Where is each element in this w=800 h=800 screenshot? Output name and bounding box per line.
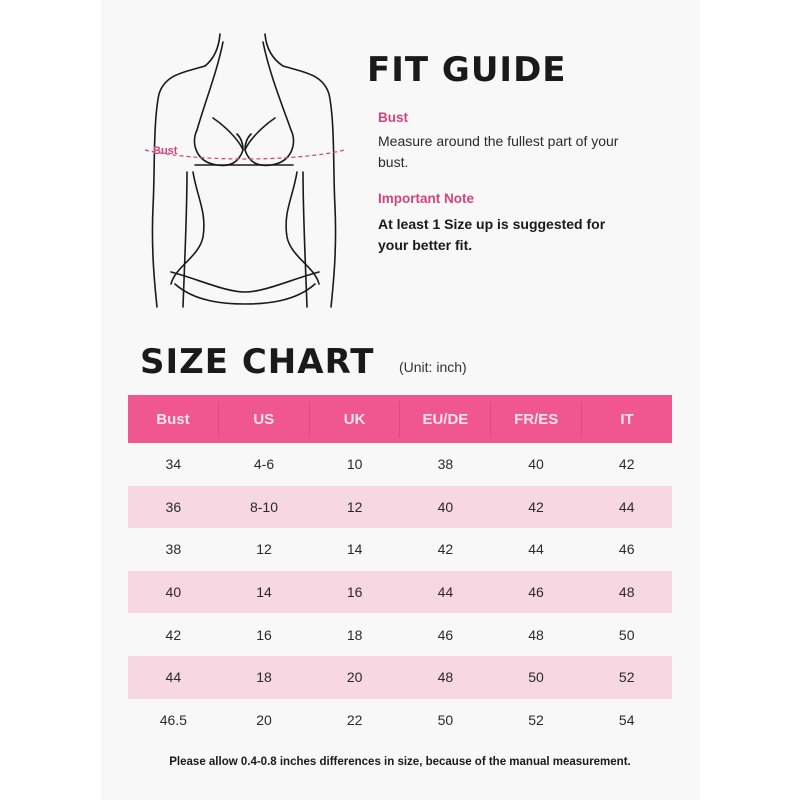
table-row: [128, 613, 672, 656]
measurement-disclaimer: Please allow 0.4-0.8 inches differences in size, because of the manual measurement.: [169, 756, 631, 768]
table-row: [128, 571, 672, 614]
table-cell: 46: [437, 626, 454, 643]
table-cell: 36: [165, 498, 182, 515]
important-note-heading: Important Note: [378, 191, 474, 206]
size-chart-table: [128, 395, 672, 741]
table-cell: 50: [528, 669, 544, 686]
table-cell: 40: [437, 498, 454, 515]
table-cell: 42: [528, 498, 544, 515]
table-cell: 44: [618, 498, 635, 515]
table-cell: 34: [165, 456, 182, 473]
table-cell: 42: [618, 456, 635, 473]
table-cell: 42: [437, 541, 454, 558]
size-chart-unit: (Unit: inch): [399, 359, 467, 375]
header-cell: US: [219, 401, 310, 437]
header-cell: UK: [310, 401, 401, 437]
table-cell: 48: [528, 626, 544, 643]
bust-description: Measure around the fullest part of your bust.: [378, 133, 619, 170]
table-cell: 38: [165, 541, 182, 558]
table-cell: 42: [165, 626, 182, 643]
table-cell: 40: [528, 456, 544, 473]
header-cell: Bust: [128, 401, 219, 437]
table-cell: 52: [528, 711, 544, 728]
table-cell: 44: [437, 584, 454, 601]
table-cell: 14: [346, 541, 363, 558]
important-note-text: At least 1 Size up is suggested for your better fit.: [378, 216, 606, 253]
fit-guide-title: FIT GUIDE: [367, 50, 567, 90]
table-row: [128, 699, 672, 742]
table-cell: 48: [437, 669, 454, 686]
table-cell: 20: [346, 669, 363, 686]
table-cell: 20: [256, 711, 272, 728]
table-cell: 22: [346, 711, 363, 728]
table-cell: 16: [256, 626, 272, 643]
table-cell: 10: [346, 456, 363, 473]
header-cell: IT: [620, 410, 634, 428]
table-cell: 16: [346, 584, 363, 601]
header-cell: EU/DE: [400, 401, 491, 437]
table-cell: 12: [256, 541, 272, 558]
table-row: [128, 486, 672, 529]
table-cell: 50: [437, 711, 454, 728]
table-cell: 54: [618, 711, 635, 728]
table-row: [128, 528, 672, 571]
table-cell: 48: [618, 584, 635, 601]
bust-heading: Bust: [378, 110, 408, 125]
table-cell: 40: [165, 584, 182, 601]
table-cell: 8-10: [249, 498, 279, 515]
table-row: [128, 443, 672, 486]
table-cell: 46: [618, 541, 635, 558]
table-cell: 18: [256, 669, 272, 686]
body-outline-illustration: [135, 22, 355, 312]
table-cell: 52: [618, 669, 635, 686]
header-cell: FR/ES: [491, 401, 582, 437]
table-cell: 50: [618, 626, 635, 643]
table-row: [128, 656, 672, 699]
table-cell: 12: [346, 498, 363, 515]
table-cell: 46: [528, 584, 544, 601]
size-chart-title: SIZE CHART: [140, 342, 375, 382]
table-cell: 44: [165, 669, 182, 686]
table-cell: 14: [256, 584, 272, 601]
table-cell: 44: [528, 541, 544, 558]
table-cell: 18: [346, 626, 363, 643]
table-cell: 46.5: [159, 711, 187, 728]
table-cell: 4-6: [253, 456, 275, 473]
table-cell: 38: [437, 456, 454, 473]
table-header-row: [128, 395, 672, 443]
figure-bust-label: Bust: [153, 145, 178, 157]
